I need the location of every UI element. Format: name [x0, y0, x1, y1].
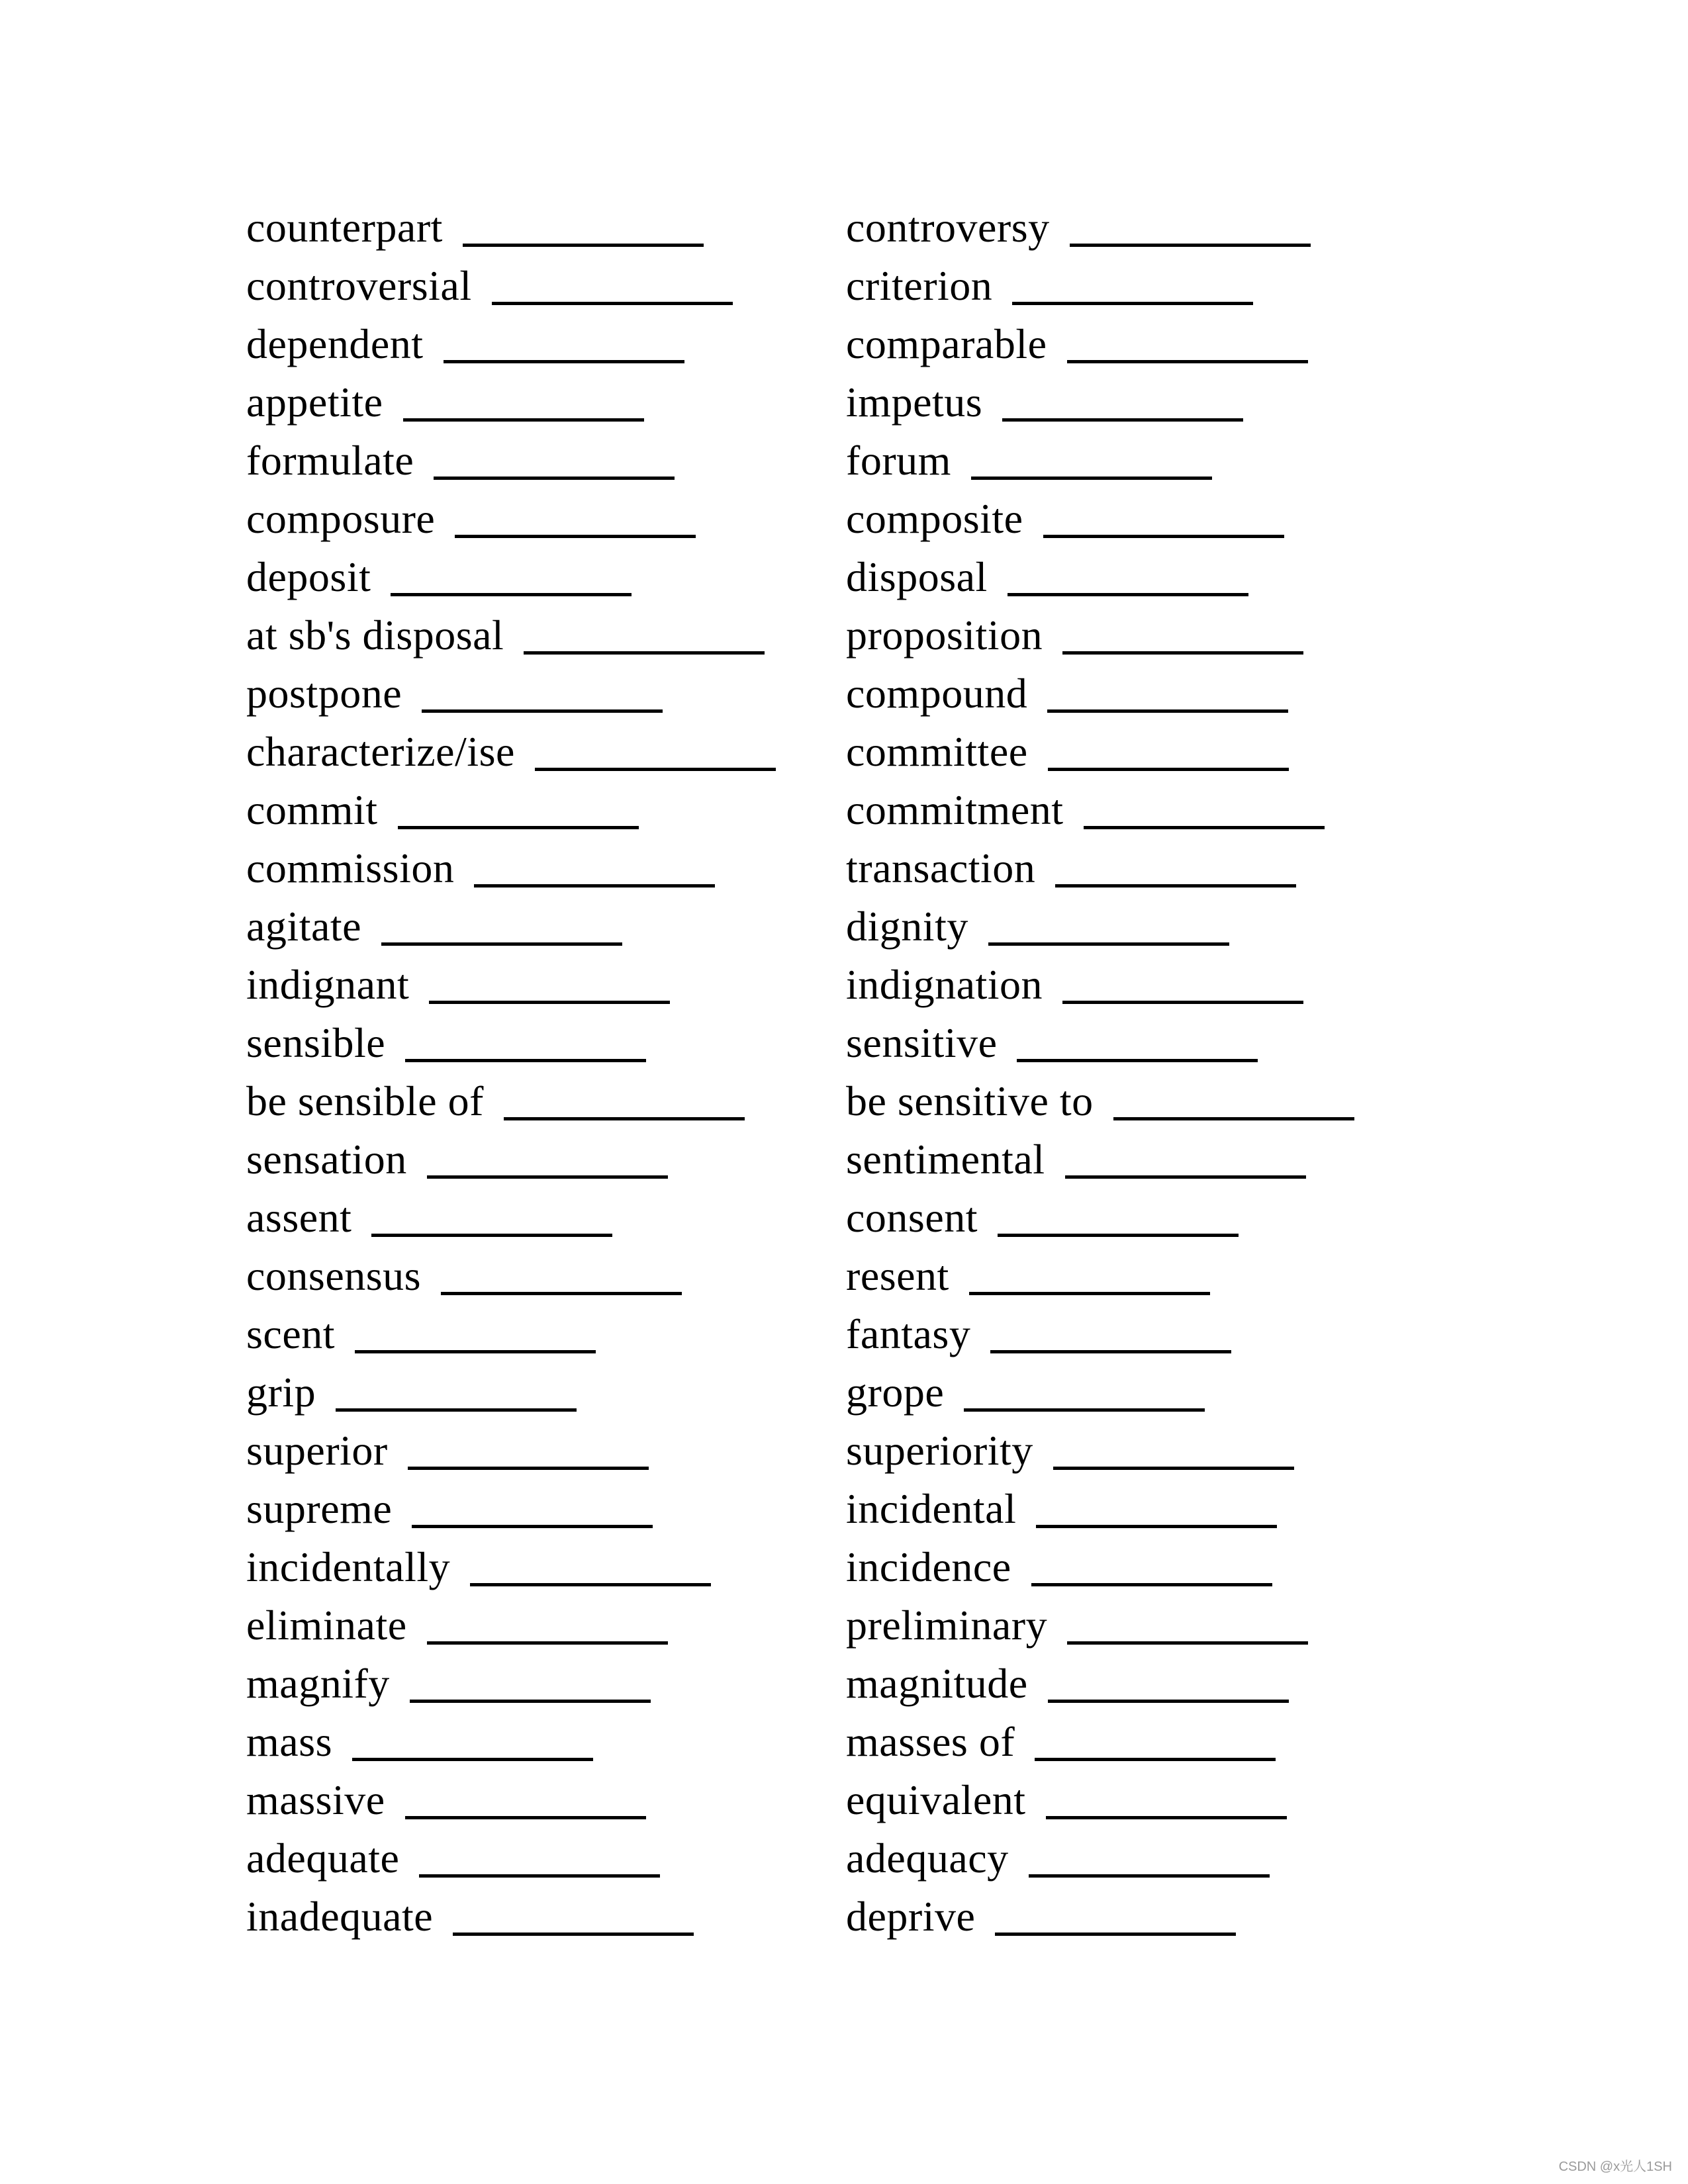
- answer-blank-line: [355, 1350, 596, 1353]
- vocab-entry: [846, 897, 1442, 956]
- answer-blank-line: [1012, 302, 1253, 305]
- vocab-entry: [846, 1014, 1442, 1072]
- vocab-entry: [846, 723, 1442, 781]
- vocab-entry: [246, 432, 842, 490]
- vocab-word: assent: [246, 1194, 352, 1241]
- answer-blank-line: [1047, 709, 1288, 713]
- vocab-entry: [846, 1363, 1442, 1422]
- answer-blank-line: [441, 1292, 682, 1295]
- vocab-word: grip: [246, 1369, 316, 1416]
- vocab-word: resent: [846, 1252, 949, 1299]
- answer-blank-line: [336, 1408, 577, 1412]
- answer-blank-line: [1067, 1641, 1308, 1645]
- vocab-word: impetus: [846, 379, 983, 426]
- answer-blank-line: [474, 884, 715, 887]
- vocab-word: deposit: [246, 553, 371, 600]
- answer-blank-line: [1055, 884, 1296, 887]
- vocab-entry: [246, 1596, 842, 1655]
- answer-blank-line: [352, 1758, 593, 1761]
- vocab-word: sentimental: [846, 1136, 1045, 1183]
- answer-blank-line: [1067, 360, 1308, 363]
- answer-blank-line: [971, 477, 1212, 480]
- vocab-entry: [846, 1829, 1442, 1888]
- vocab-entry: [246, 373, 842, 432]
- vocab-word: mass: [246, 1718, 332, 1765]
- answer-blank-line: [995, 1933, 1236, 1936]
- vocab-word: magnify: [246, 1660, 390, 1707]
- answer-blank-line: [1043, 535, 1284, 538]
- vocab-entry: [846, 1888, 1442, 1946]
- answer-blank-line: [535, 768, 776, 771]
- vocab-word: counterpart: [246, 204, 443, 251]
- vocab-entry: [846, 1480, 1442, 1538]
- vocab-entry: [246, 1771, 842, 1829]
- vocab-entry: [846, 1713, 1442, 1771]
- vocab-entry: [846, 664, 1442, 723]
- answer-blank-line: [990, 1350, 1231, 1353]
- vocab-entry: [246, 1655, 842, 1713]
- vocab-word: commission: [246, 844, 455, 891]
- vocab-entry: [846, 1538, 1442, 1596]
- vocab-word: disposal: [846, 553, 988, 600]
- vocab-entry: [246, 1538, 842, 1596]
- vocab-entry: [846, 1189, 1442, 1247]
- vocab-word: sensible: [246, 1019, 386, 1066]
- vocab-word: compound: [846, 670, 1028, 717]
- answer-blank-line: [969, 1292, 1210, 1295]
- vocab-entry: [846, 1596, 1442, 1655]
- vocab-word: deprive: [846, 1893, 976, 1940]
- vocab-entry: [846, 199, 1442, 257]
- answer-blank-line: [1002, 418, 1243, 422]
- answer-blank-line: [1062, 1001, 1303, 1004]
- right-word-column: [846, 199, 1442, 1946]
- vocab-entry: [846, 373, 1442, 432]
- answer-blank-line: [1048, 768, 1289, 771]
- answer-blank-line: [1113, 1117, 1354, 1120]
- vocab-word: postpone: [246, 670, 402, 717]
- watermark: CSDN @x光人1SH: [1558, 2160, 1672, 2174]
- vocab-entry: [246, 1888, 842, 1946]
- vocab-word: adequacy: [846, 1835, 1009, 1882]
- vocab-entry: [846, 548, 1442, 606]
- vocab-word: equivalent: [846, 1776, 1026, 1823]
- vocab-word: controversy: [846, 204, 1050, 251]
- vocab-entry: [246, 781, 842, 839]
- vocab-word: composure: [246, 495, 436, 542]
- answer-blank-line: [408, 1467, 649, 1470]
- vocab-word: superior: [246, 1427, 388, 1474]
- answer-blank-line: [1070, 244, 1311, 247]
- answer-blank-line: [1048, 1700, 1289, 1703]
- vocab-word: proposition: [846, 612, 1043, 659]
- vocab-word: supreme: [246, 1485, 393, 1532]
- vocab-entry: [846, 1655, 1442, 1713]
- vocab-word: inadequate: [246, 1893, 434, 1940]
- vocab-entry: [246, 1363, 842, 1422]
- vocab-entry: [846, 1422, 1442, 1480]
- answer-blank-line: [1053, 1467, 1294, 1470]
- answer-blank-line: [419, 1874, 660, 1878]
- vocab-word: indignant: [246, 961, 410, 1008]
- vocab-entry: [246, 1189, 842, 1247]
- vocab-word: scent: [246, 1310, 335, 1357]
- vocab-word: magnitude: [846, 1660, 1028, 1707]
- answer-blank-line: [1036, 1525, 1277, 1528]
- answer-blank-line: [1017, 1059, 1258, 1062]
- answer-blank-line: [391, 593, 632, 596]
- vocab-entry: [246, 257, 842, 315]
- answer-blank-line: [403, 418, 644, 422]
- vocab-word: forum: [846, 437, 951, 484]
- vocab-word: committee: [846, 728, 1028, 775]
- vocab-entry: [246, 664, 842, 723]
- vocab-entry: [246, 1305, 842, 1363]
- answer-blank-line: [1065, 1175, 1306, 1179]
- vocab-word: preliminary: [846, 1602, 1048, 1649]
- answer-blank-line: [998, 1234, 1239, 1237]
- answer-blank-line: [1046, 1816, 1287, 1819]
- vocab-entry: [846, 1247, 1442, 1305]
- answer-blank-line: [427, 1641, 668, 1645]
- vocab-entry: [246, 956, 842, 1014]
- vocab-word: criterion: [846, 262, 993, 309]
- answer-blank-line: [1029, 1874, 1270, 1878]
- vocab-word: adequate: [246, 1835, 400, 1882]
- vocab-word: fantasy: [846, 1310, 971, 1357]
- answer-blank-line: [371, 1234, 612, 1237]
- answer-blank-line: [463, 244, 704, 247]
- answer-blank-line: [1031, 1583, 1272, 1586]
- vocab-entry: [246, 548, 842, 606]
- answer-blank-line: [398, 826, 639, 829]
- vocab-entry: [846, 839, 1442, 897]
- vocab-entry: [246, 315, 842, 373]
- vocab-word: controversial: [246, 262, 472, 309]
- vocab-word: at sb's disposal: [246, 612, 504, 659]
- vocab-word: massive: [246, 1776, 385, 1823]
- vocab-word: superiority: [846, 1427, 1033, 1474]
- vocab-entry: [846, 1130, 1442, 1189]
- vocab-entry: [846, 956, 1442, 1014]
- vocab-entry: [246, 1072, 842, 1130]
- answer-blank-line: [427, 1175, 668, 1179]
- vocab-word: indignation: [846, 961, 1043, 1008]
- vocab-word: commitment: [846, 786, 1064, 833]
- vocab-word: eliminate: [246, 1602, 407, 1649]
- answer-blank-line: [504, 1117, 745, 1120]
- vocab-word: formulate: [246, 437, 414, 484]
- vocab-entry: [246, 1422, 842, 1480]
- vocab-word: dignity: [846, 903, 968, 950]
- vocab-entry: [246, 897, 842, 956]
- vocab-word: masses of: [846, 1718, 1015, 1765]
- vocab-word: transaction: [846, 844, 1036, 891]
- answer-blank-line: [470, 1583, 711, 1586]
- answer-blank-line: [429, 1001, 670, 1004]
- vocab-entry: [846, 1072, 1442, 1130]
- answer-blank-line: [381, 942, 622, 946]
- vocab-word: incidentally: [246, 1543, 451, 1590]
- vocab-word: consent: [846, 1194, 978, 1241]
- vocab-entry: [246, 490, 842, 548]
- answer-blank-line: [1062, 651, 1303, 655]
- vocab-word: grope: [846, 1369, 945, 1416]
- vocab-word: characterize/ise: [246, 728, 515, 775]
- vocab-word: incidence: [846, 1543, 1011, 1590]
- vocab-word: sensation: [246, 1136, 407, 1183]
- vocab-word: be sensible of: [246, 1077, 484, 1124]
- vocab-word: appetite: [246, 379, 383, 426]
- answer-blank-line: [422, 709, 663, 713]
- answer-blank-line: [1084, 826, 1325, 829]
- vocab-word: agitate: [246, 903, 362, 950]
- vocab-word: be sensitive to: [846, 1077, 1094, 1124]
- answer-blank-line: [988, 942, 1229, 946]
- answer-blank-line: [453, 1933, 694, 1936]
- vocab-word: dependent: [246, 320, 424, 367]
- vocab-entry: [246, 723, 842, 781]
- vocab-entry: [846, 1305, 1442, 1363]
- answer-blank-line: [524, 651, 765, 655]
- vocab-entry: [246, 1014, 842, 1072]
- answer-blank-line: [434, 477, 675, 480]
- answer-blank-line: [410, 1700, 651, 1703]
- vocab-word: sensitive: [846, 1019, 998, 1066]
- vocab-entry: [246, 199, 842, 257]
- vocab-entry: [846, 257, 1442, 315]
- vocab-entry: [846, 781, 1442, 839]
- vocab-word: consensus: [246, 1252, 422, 1299]
- vocab-word: incidental: [846, 1485, 1017, 1532]
- vocab-entry: [846, 490, 1442, 548]
- vocab-entry: [846, 315, 1442, 373]
- vocab-entry: [846, 1771, 1442, 1829]
- vocab-entry: [246, 839, 842, 897]
- vocab-entry: [846, 432, 1442, 490]
- vocab-word: commit: [246, 786, 378, 833]
- answer-blank-line: [444, 360, 684, 363]
- vocab-entry: [246, 1829, 842, 1888]
- answer-blank-line: [964, 1408, 1205, 1412]
- answer-blank-line: [412, 1525, 653, 1528]
- vocab-entry: [246, 606, 842, 664]
- vocab-entry: [846, 606, 1442, 664]
- answer-blank-line: [455, 535, 696, 538]
- answer-blank-line: [1008, 593, 1248, 596]
- vocab-entry: [246, 1130, 842, 1189]
- vocab-entry: [246, 1247, 842, 1305]
- answer-blank-line: [405, 1059, 646, 1062]
- answer-blank-line: [1035, 1758, 1276, 1761]
- vocab-word: composite: [846, 495, 1023, 542]
- left-word-column: [246, 199, 842, 1946]
- answer-blank-line: [492, 302, 733, 305]
- vocab-word: comparable: [846, 320, 1047, 367]
- answer-blank-line: [405, 1816, 646, 1819]
- vocab-entry: [246, 1480, 842, 1538]
- vocab-entry: [246, 1713, 842, 1771]
